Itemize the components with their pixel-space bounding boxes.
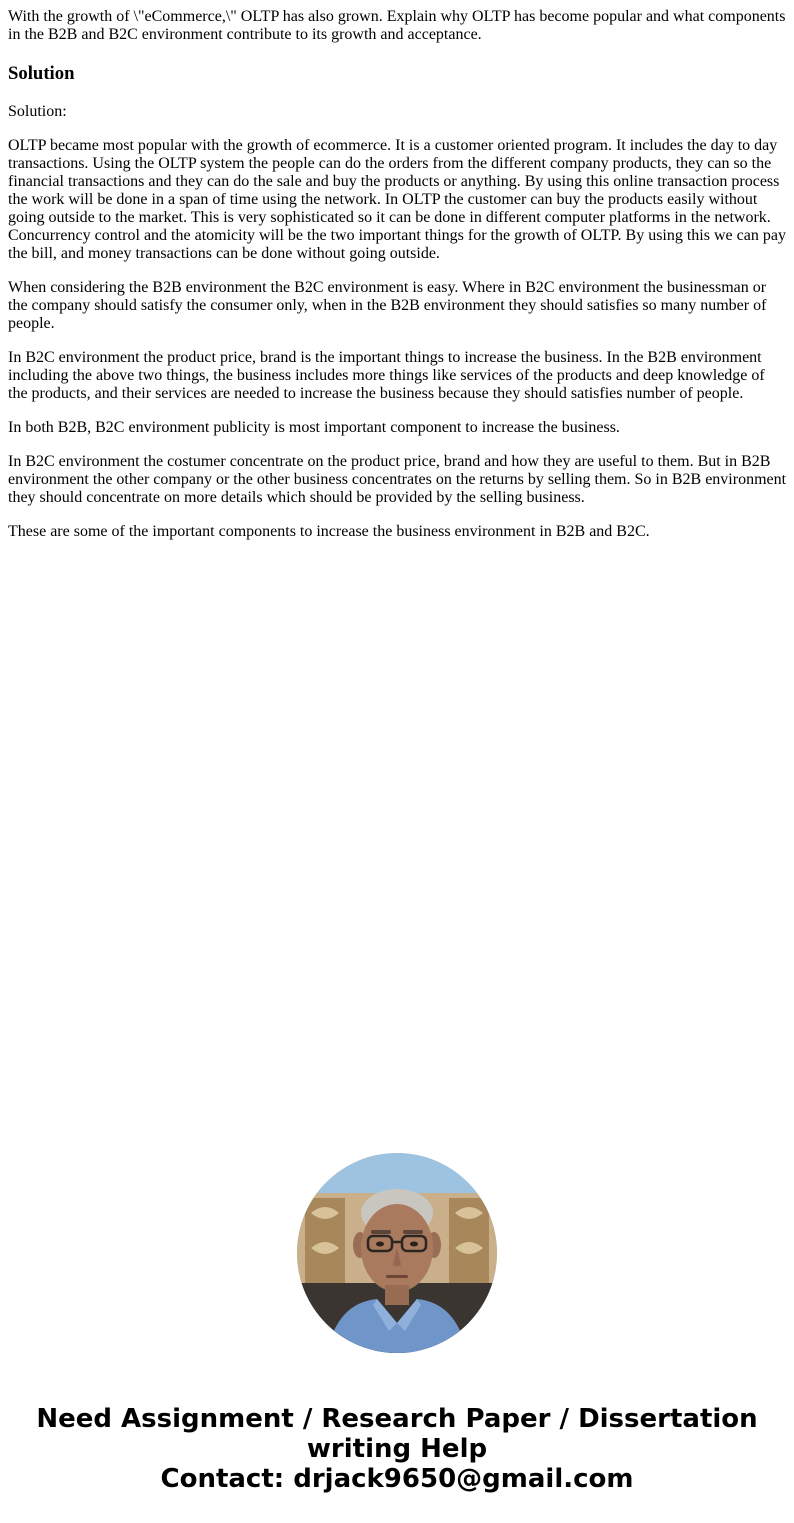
- answer-paragraph-1: OLTP became most popular with the growth of ecommerce. It is a customer oriented program. It includes the day to day transactions. Using the OLTP system the people can do the orders from the different company products, they can so the financial transactions and they can do the sale and buy the products or anything. By using this online transaction process the work will be done in a span of time using the network. In OLTP the customer can buy the products easily without going outside to the market. This is very sophisticated so it can be done in different computer platforms in the network. Concurrency control and the atomicity will be the two important things for the growth of OLTP. By using this we can pay the bill, and money transactions can be done without going outside.: [8, 137, 786, 262]
- question-text: With the growth of \"eCommerce,\" OLTP has also grown. Explain why OLTP has become popular and what components in the B2B and B2C environment contribute to its growth and acceptance.: [8, 8, 786, 43]
- answer-paragraph-4: In both B2B, B2C environment publicity is most important component to increase the business.: [8, 419, 620, 436]
- promo-line-1: Need Assignment / Research Paper / Dissertation: [36, 1404, 758, 1434]
- solution-heading: Solution: [8, 63, 75, 84]
- document-body: [8, 8, 788, 541]
- promo-line-2: writing Help: [306, 1434, 488, 1464]
- promo-footer: [0, 1404, 794, 1494]
- answer-paragraph-3: In B2C environment the product price, brand is the important things to increase the business. In the B2B environment including the above two things, the business includes more things like services of the products and deep knowledge of the products, and their services are needed to increase the business because they should satisfies number of people.: [8, 349, 765, 402]
- promo-contact-line: Contact: drjack9650@gmail.com: [160, 1464, 634, 1494]
- author-portrait-image: [297, 1153, 497, 1353]
- answer-paragraph-6: These are some of the important components to increase the business environment in B2B and B2C.: [8, 523, 650, 540]
- solution-label: Solution:: [8, 103, 67, 120]
- author-avatar: [297, 1153, 497, 1353]
- answer-paragraph-2: When considering the B2B environment the B2C environment is easy. Where in B2C environment the businessman or the company should satisfy the consumer only, when in the B2B environment they should satisfies so many number of people.: [8, 279, 767, 332]
- answer-paragraph-5: In B2C environment the costumer concentrate on the product price, brand and how they are useful to them. But in B2B environment the other company or the other business concentrates on the returns by selling them. So in B2B environment they should concentrate on more details which should be provided by the selling business.: [8, 453, 787, 506]
